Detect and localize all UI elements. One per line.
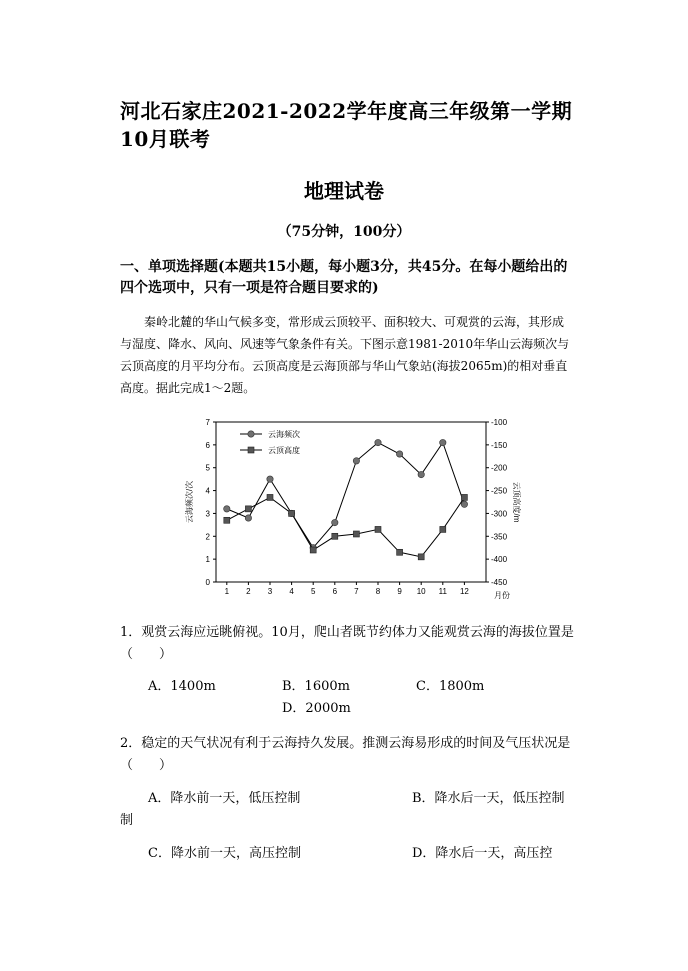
right-tick-label: -350 bbox=[491, 532, 508, 542]
left-tick-label: 1 bbox=[205, 555, 210, 565]
height-point bbox=[332, 533, 338, 539]
left-tick-label: 4 bbox=[205, 486, 210, 496]
x-tick-label: 7 bbox=[354, 587, 359, 596]
height-point bbox=[289, 510, 295, 516]
x-tick-label: 12 bbox=[459, 587, 469, 596]
section-heading: 一、单项选择题(本题共15小题，每小题3分，共45分。在每小题给出的四个选项中，只有一项是符合题目要求的) bbox=[120, 259, 568, 296]
x-tick-label: 2 bbox=[246, 587, 251, 596]
height-point bbox=[418, 554, 424, 560]
frequency-point bbox=[461, 501, 467, 507]
x-tick-label: 1 bbox=[224, 587, 230, 596]
x-tick-label: 3 bbox=[267, 587, 273, 596]
height-point bbox=[245, 506, 251, 512]
frequency-point bbox=[224, 506, 230, 512]
x-tick-label: 11 bbox=[438, 587, 447, 596]
question-2-option-b-wrap: 制 bbox=[120, 813, 134, 828]
question-1-stem: 1．观赏云海应远眺俯视。10月，爬山者既节约体力又能观赏云海的海拔位置是 （ ） bbox=[120, 625, 613, 662]
left-axis-label: 云海频次/次 bbox=[185, 480, 194, 524]
frequency-point bbox=[353, 458, 359, 464]
question-1-option-a: A．1400m bbox=[148, 679, 216, 694]
x-axis-label: 月份 bbox=[494, 591, 510, 600]
height-point bbox=[397, 549, 403, 555]
legend-label-height: 云顶高度 bbox=[268, 446, 300, 455]
x-tick-label: 4 bbox=[289, 587, 294, 596]
legend-marker-frequency bbox=[248, 431, 254, 437]
legend-label-frequency: 云海频次 bbox=[268, 430, 300, 439]
question-1-option-b: B．1600m bbox=[282, 679, 350, 694]
right-tick-label: -100 bbox=[491, 418, 508, 427]
left-tick-label: 2 bbox=[205, 532, 210, 542]
frequency-point bbox=[267, 476, 273, 482]
question-2-stem: 2．稳定的天气状况有利于云海持久发展。推测云海易形成的时间及气压状况是 （ ） bbox=[120, 736, 597, 773]
height-point bbox=[375, 526, 381, 532]
question-1-option-c: C．1800m bbox=[416, 679, 485, 694]
frequency-point bbox=[440, 439, 446, 445]
question-2-option-a: A．降水前一天，低压控制 bbox=[148, 791, 301, 806]
x-tick-label: 10 bbox=[416, 587, 426, 596]
question-2-option-c: C．降水前一天，高压控制 bbox=[148, 846, 301, 861]
left-tick-label: 5 bbox=[205, 463, 210, 473]
right-tick-label: -200 bbox=[491, 463, 508, 473]
exam-timing: （75分钟，100分） bbox=[277, 224, 411, 240]
x-tick-label: 8 bbox=[375, 587, 381, 596]
x-tick-label: 6 bbox=[332, 587, 338, 596]
x-tick-label: 9 bbox=[397, 587, 402, 596]
right-tick-label: -250 bbox=[491, 486, 508, 496]
question-1-option-d: D．2000m bbox=[282, 701, 351, 716]
legend-marker-height bbox=[248, 447, 254, 453]
left-tick-label: 6 bbox=[205, 440, 210, 450]
frequency-point bbox=[396, 451, 402, 457]
height-point bbox=[224, 517, 230, 523]
frequency-point bbox=[332, 519, 338, 525]
cloud-sea-chart bbox=[180, 410, 521, 610]
left-tick-label: 7 bbox=[205, 418, 210, 427]
frequency-point bbox=[418, 471, 424, 477]
right-tick-label: -300 bbox=[491, 509, 508, 519]
height-point bbox=[353, 531, 359, 537]
x-tick-label: 5 bbox=[310, 587, 316, 596]
height-point bbox=[461, 494, 467, 500]
height-point bbox=[267, 494, 273, 500]
material-paragraph: 秦岭北麓的华山气候多变，常形成云顶较平、面积较大、可观赏的云海，其形成与湿度、降水、风向、风速等气象条件有关。下图示意1981-2010年华山云海频次与云顶高度的月平均分布。云顶高度是云海顶部与华山气象站(海拔2065m)的相对垂直高度。据此完成1～2题。 bbox=[120, 315, 570, 395]
series-line-2 bbox=[227, 497, 465, 556]
exam-title: 河北石家庄2021-2022学年度高三年级第一学期10月联考 bbox=[120, 99, 573, 151]
left-tick-label: 3 bbox=[205, 509, 210, 519]
series-line-1 bbox=[227, 443, 465, 548]
subject-title: 地理试卷 bbox=[304, 179, 384, 203]
right-tick-label: -450 bbox=[491, 578, 508, 587]
right-tick-label: -400 bbox=[491, 555, 508, 565]
plot-frame bbox=[216, 422, 486, 582]
right-axis-label: 云顶高度/m bbox=[512, 481, 521, 523]
question-2-option-b: B．降水后一天，低压控制 bbox=[412, 791, 565, 806]
left-tick-label: 0 bbox=[205, 578, 210, 587]
height-point bbox=[310, 547, 316, 553]
right-tick-label: -150 bbox=[491, 440, 508, 450]
frequency-point bbox=[245, 515, 251, 521]
frequency-point bbox=[375, 439, 381, 445]
height-point bbox=[440, 526, 446, 532]
question-2-option-d: D．降水后一天，高压控 bbox=[412, 846, 553, 861]
